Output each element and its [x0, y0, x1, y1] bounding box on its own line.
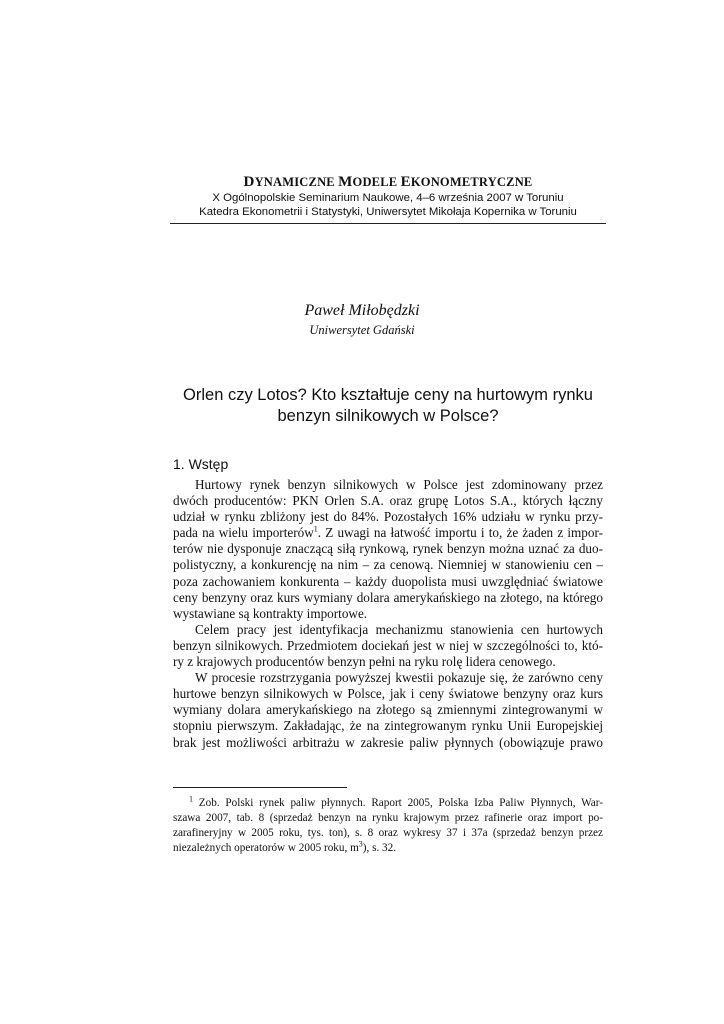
text-line: polistyczny, a konkurencję na nim – za cenową. Niemniej w stanowieniu cen –	[173, 557, 603, 573]
footnote-line: zarafineryjny w 2005 roku, tys. ton), s. 8 oraz wykresy 37 i 37a (sprzedaż benzyn przez	[173, 827, 603, 839]
author-affiliation: Uniwersytet Gdański	[309, 323, 415, 337]
section-heading: 1. Wstęp	[173, 456, 229, 472]
paper-title	[160, 385, 616, 427]
department-line: Katedra Ekonometrii i Statystyki, Uniwersytet Mikołaja Kopernika w Toruniu	[199, 206, 577, 218]
text-line: Celem pracy jest identyfikacja mechanizmu stanowienia cen hurtowych	[195, 621, 603, 637]
title-line: benzyn silnikowych w Polsce?	[277, 407, 499, 425]
footnote-marker: 1	[189, 794, 193, 804]
footnote	[173, 796, 603, 856]
text-line: poza zachowaniem konkurenta – każdy duopolista musi uwzględniać światowe	[173, 573, 603, 589]
footnote-line: niezależnych operatorów w 2005 roku, $m^3$), s. 32.	[173, 839, 397, 854]
body-text	[173, 477, 603, 751]
footnote-divider	[173, 787, 347, 788]
author-name: Paweł Miłobędzki	[304, 302, 420, 319]
footnote-line: $^1$ Zob. Polski rynek paliw płynnych. Raport 2005, Polska Izba Paliw Płynnych, War-	[189, 794, 603, 809]
text-line: brak jest możliwości arbitrażu w zakresie paliw płynnych (obowiązuje prawo	[173, 734, 603, 750]
header-divider	[170, 223, 606, 224]
text-line: terów nie dysponuje znaczącą siłą rynkową, rynek benzyn można uznać za duo-	[173, 541, 603, 557]
unit-superscript: 3	[358, 839, 363, 849]
text-line: ry z krajowych producentów benzyn pełni na ryku rolę lidera cenowego.	[173, 654, 556, 670]
text-line: Hurtowy rynek benzyn silnikowych w Polsce jest zdominowany przez	[195, 477, 603, 492]
text-line: ceny benzyny oraz kurs wymiany dolara amerykańskiego na złotego, na którego	[173, 589, 603, 605]
footnote-line: szawa 2007, tab. 8 (sprzedaż benzyn na rynku krajowym przez rafinerie oraz import po-	[173, 812, 603, 824]
text-line: benzyn silnikowych. Przedmiotem dociekań jest w niej w szczególności to, któ-	[173, 637, 603, 653]
series-title: DYNAMICZNE MODELE EKONOMETRYCZNE	[243, 174, 533, 190]
text-line: pada na wielu importerów$^1$. Z uwagi na łatwość importu i to, że żaden z impor-	[173, 524, 603, 541]
text-line: W procesie rozstrzygania powyższej kwestii pokazuje się, że zarówno ceny	[195, 670, 603, 686]
text-line: wymiany dolara amerykańskiego na złotego są zmiennymi zintegrowanymi w	[173, 702, 603, 718]
text-line: hurtowe benzyn silnikowych w Polsce, jak i ceny światowe benzyny oraz kurs	[173, 686, 603, 702]
footnote-reference[interactable]: 1	[313, 524, 318, 534]
text-line: stopniu pierwszym. Zakładając, że na zintegrowanym rynku Unii Europejskiej	[173, 718, 603, 734]
text-line: wystawiane są kontrakty importowe.	[173, 605, 368, 621]
running-header	[170, 173, 606, 219]
text-line: dwóch producentów: PKN Orlen S.A. oraz grupę Lotos S.A., których łączny	[173, 493, 603, 509]
text-line: udział w rynku zbliżony jest do 84%. Pozostałych 16% udziału w rynku przy-	[173, 509, 603, 525]
seminar-line: X Ogólnopolskie Seminarium Naukowe, 4–6 września 2007 w Toruniu	[212, 192, 564, 204]
title-line: Orlen czy Lotos? Kto kształtuje ceny na hurtowym rynku	[183, 386, 593, 404]
